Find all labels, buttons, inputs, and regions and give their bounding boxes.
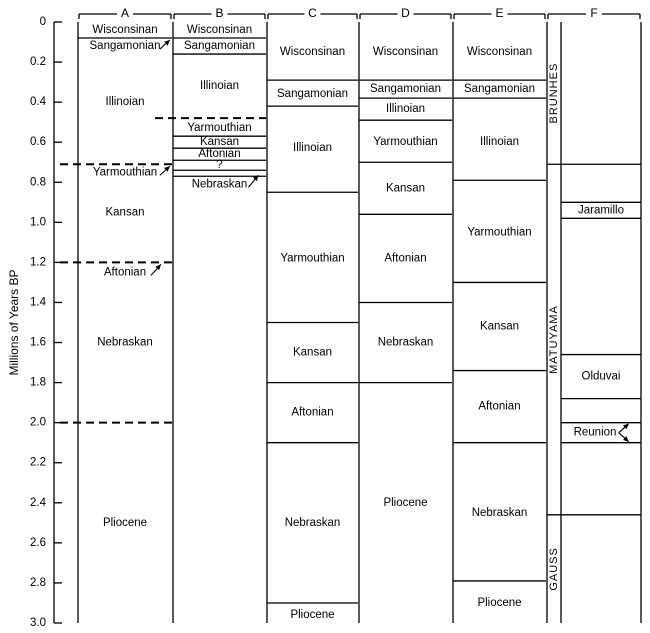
column-a — [60, 6, 172, 623]
y-tick-label: 1.4 — [30, 296, 46, 309]
stage-label: Aftonian — [384, 252, 427, 265]
column-e — [453, 6, 546, 623]
y-tick-label: 1.6 — [30, 336, 46, 349]
stage-label: Pliocene — [290, 608, 335, 621]
y-tick-label: 2.4 — [30, 496, 46, 509]
column-header: D — [401, 6, 410, 20]
event-label: Jaramillo — [577, 204, 625, 217]
stage-label: Wisconsinan — [92, 24, 158, 37]
stage-label: Wisconsinan — [466, 46, 533, 59]
column-header: B — [215, 6, 224, 20]
stage-label: Illinoian — [105, 96, 145, 109]
stage-label: Yarmouthian — [467, 226, 532, 239]
pointer-arrow — [160, 40, 170, 49]
stage-label: Illinoian — [386, 103, 425, 116]
stage-label: Pliocene — [102, 516, 148, 529]
y-tick-label: 2.0 — [30, 416, 46, 429]
stage-label: Aftonian — [478, 400, 521, 413]
stage-label: Sangamonian — [370, 83, 441, 96]
stage-label: Wisconsinan — [372, 46, 439, 59]
stage-label: Sangamonian — [277, 88, 348, 101]
y-tick-label: 0.2 — [30, 56, 46, 69]
stage-label: Kansan — [292, 346, 333, 359]
stage-label: Illinoian — [293, 142, 332, 155]
column-header: C — [308, 6, 317, 20]
stage-label: Illinoian — [480, 136, 519, 149]
stage-label: Aftonian — [103, 266, 147, 279]
stage-label: Wisconsinan — [279, 46, 346, 59]
y-tick-label: 3.0 — [30, 617, 46, 629]
pointer-arrow — [619, 424, 629, 433]
y-tick-label: 2.2 — [30, 456, 46, 469]
stage-label: Kansan — [105, 206, 145, 219]
column-d — [359, 6, 452, 623]
stage-label: Illinoian — [200, 80, 239, 93]
stage-label: Sangamonian — [184, 40, 255, 53]
y-tick-label: 1.0 — [30, 216, 46, 229]
y-tick-label: 0.4 — [30, 96, 46, 109]
y-tick-label: 2.8 — [30, 576, 46, 589]
stage-label: ? — [216, 159, 223, 172]
pointer-arrow — [248, 175, 258, 187]
stage-label: Yarmouthian — [187, 122, 252, 135]
event-reunion — [561, 423, 641, 443]
column-c — [267, 6, 358, 623]
y-axis-label: Millions of Years BP — [7, 269, 21, 376]
stage-label: Pliocene — [383, 496, 428, 509]
stage-label: Aftonian — [198, 148, 241, 161]
chron-label: BRUNHES — [548, 62, 560, 124]
stage-label: Yarmouthian — [92, 166, 158, 179]
y-axis — [7, 16, 62, 629]
stage-label: Kansan — [199, 136, 240, 149]
stage-label: Nebraskan — [97, 336, 153, 349]
y-tick-label: 0.8 — [30, 176, 46, 189]
event-label: Olduvai — [581, 370, 621, 383]
stage-label: Pliocene — [477, 596, 522, 609]
stage-label: Kansan — [385, 182, 426, 195]
column-header: E — [495, 6, 504, 20]
stage-label: Kansan — [479, 320, 520, 333]
y-tick-label: 2.6 — [30, 536, 46, 549]
stage-label: Sangamonian — [89, 40, 161, 53]
pointer-arrow — [619, 433, 629, 442]
pointer-arrow — [151, 264, 161, 275]
event-jaramillo — [561, 202, 641, 218]
column-header: F — [590, 6, 598, 20]
stage-label: Yarmouthian — [280, 252, 345, 265]
y-tick-label: 1.8 — [30, 376, 46, 389]
stage-label: Nebraskan — [471, 506, 528, 519]
column-b — [155, 6, 266, 623]
event-olduvai — [561, 355, 641, 399]
stage-label: Wisconsinan — [186, 24, 253, 37]
stage-label: Yarmouthian — [373, 136, 438, 149]
event-label: Reunion — [573, 426, 617, 439]
stage-label: Sangamonian — [464, 83, 535, 96]
stage-label: Nebraskan — [191, 178, 248, 191]
chron-label: MATUYAMA — [548, 305, 560, 374]
stage-label: Aftonian — [291, 406, 334, 419]
pointer-arrow — [160, 166, 170, 175]
column-f — [547, 6, 641, 623]
y-tick-label: 0 — [39, 16, 46, 28]
y-tick-label: 1.2 — [30, 256, 46, 269]
chron-label: GAUSS — [548, 547, 560, 591]
y-tick-label: 0.6 — [30, 136, 46, 149]
stage-label: Nebraskan — [377, 336, 434, 349]
stage-label: Nebraskan — [284, 516, 341, 529]
column-header: A — [120, 6, 130, 20]
